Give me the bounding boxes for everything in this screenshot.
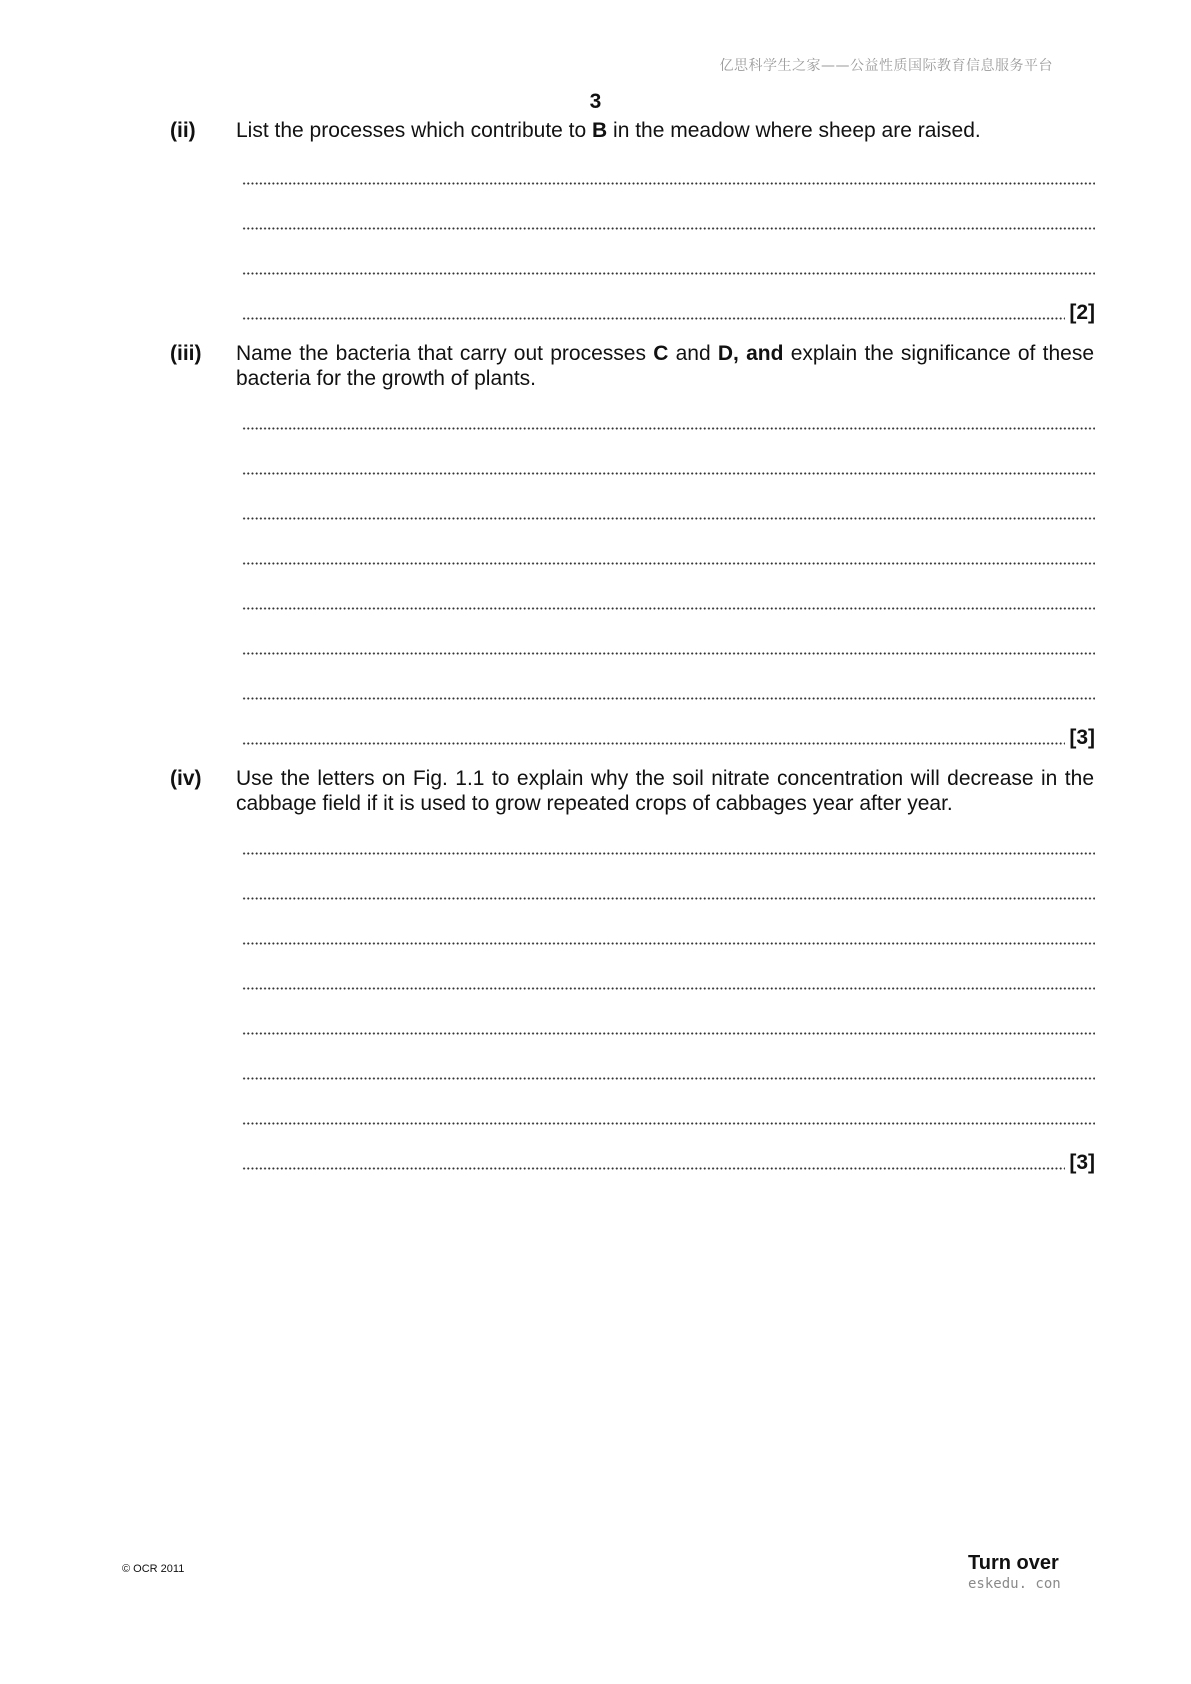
question-text-part: Use the letters on Fig. 1.1 to explain why the soil nitrate concentration will decrease in the cabbage field if it is used to grow repeated crops of cabbages year after year.	[236, 767, 1094, 815]
answer-line[interactable]	[242, 211, 1095, 235]
answer-line[interactable]	[242, 1061, 1095, 1085]
dotted-rule	[242, 897, 1095, 900]
question-text-part: D, and	[717, 342, 784, 365]
answer-line[interactable]	[242, 881, 1095, 905]
page-number: 3	[589, 90, 602, 113]
answer-line[interactable]	[242, 301, 1095, 325]
answer-line[interactable]	[242, 726, 1095, 750]
dotted-rule	[242, 562, 1095, 565]
question-text	[236, 118, 1094, 143]
dotted-rule	[242, 852, 1095, 855]
answer-line[interactable]	[242, 591, 1095, 615]
answer-line[interactable]	[242, 1151, 1095, 1175]
dotted-rule	[242, 942, 1095, 945]
question-text-part: in the meadow where sheep are raised.	[607, 119, 981, 142]
answer-line[interactable]	[242, 501, 1095, 525]
answer-line[interactable]	[242, 971, 1095, 995]
question-text-part: Name the bacteria that carry out processes	[236, 342, 654, 365]
dotted-rule	[242, 1077, 1095, 1080]
question-text-part: C	[653, 342, 669, 365]
question-text-part: explain the significance of these bacteria for the growth of plants.	[236, 342, 1094, 390]
dotted-rule	[242, 317, 1065, 320]
marks-label: [3]	[1069, 1151, 1095, 1174]
question-text-part: B	[592, 119, 608, 142]
answer-line[interactable]	[242, 256, 1095, 280]
question-text	[236, 341, 1094, 391]
dotted-rule	[242, 227, 1095, 230]
answer-line[interactable]	[242, 1016, 1095, 1040]
header-watermark: 亿思科学生之家——公益性质国际教育信息服务平台	[719, 58, 1053, 74]
answer-line[interactable]	[242, 1106, 1095, 1130]
answer-line[interactable]	[242, 926, 1095, 950]
dotted-rule	[242, 472, 1095, 475]
dotted-rule	[242, 697, 1095, 700]
dotted-rule	[242, 427, 1095, 430]
question-text-part: List the processes which contribute to	[236, 119, 593, 142]
dotted-rule	[242, 607, 1095, 610]
question-label: (iii)	[170, 342, 202, 365]
marks-label: [3]	[1069, 726, 1095, 749]
footer-copyright: © OCR 2011	[122, 1563, 185, 1575]
answer-line[interactable]	[242, 836, 1095, 860]
turn-over-label: Turn over	[968, 1552, 1059, 1574]
answer-line[interactable]	[242, 411, 1095, 435]
answer-line[interactable]	[242, 636, 1095, 660]
dotted-rule	[242, 517, 1095, 520]
dotted-rule	[242, 182, 1095, 185]
answer-line[interactable]	[242, 546, 1095, 570]
answer-line[interactable]	[242, 681, 1095, 705]
question-text-part: and	[668, 342, 718, 365]
question-text	[236, 766, 1094, 816]
question-label: (ii)	[170, 119, 196, 142]
dotted-rule	[242, 1122, 1095, 1125]
dotted-rule	[242, 272, 1095, 275]
footer-site-watermark: eskedu. con	[968, 1576, 1061, 1592]
answer-line[interactable]	[242, 456, 1095, 480]
dotted-rule	[242, 987, 1095, 990]
answer-line[interactable]	[242, 166, 1095, 190]
dotted-rule	[242, 652, 1095, 655]
dotted-rule	[242, 742, 1065, 745]
dotted-rule	[242, 1167, 1065, 1170]
dotted-rule	[242, 1032, 1095, 1035]
question-label: (iv)	[170, 767, 202, 790]
marks-label: [2]	[1069, 301, 1095, 324]
